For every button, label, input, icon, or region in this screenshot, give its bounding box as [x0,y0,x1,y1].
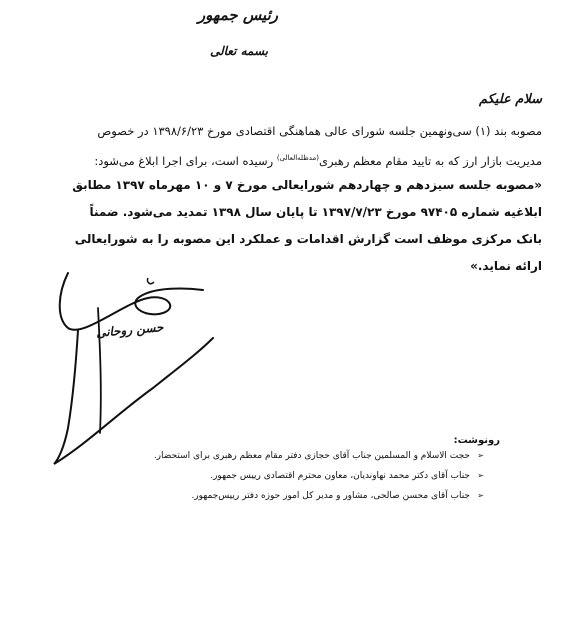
body-line-text: مدیریت بازار ارز که به تایید مقام معظم رهبری [318,153,542,168]
body-line [22,145,542,172]
signer-name: حسن روحانی [95,320,164,340]
body-line [22,199,542,226]
arrow-bullet-icon: ➢ [477,451,484,460]
signature-scribble [28,268,228,468]
arrow-bullet-icon: ➢ [477,471,484,480]
body-line-text: بانک مرکزی موظف است گزارش اقدامات و عملکرد این مصوبه را به شورایعالی [74,232,542,246]
honorific-superscript: (مدظله‌العالی) [276,154,319,162]
addressee-subtitle: بسمه تعالی [209,44,268,58]
letter-body [22,118,542,280]
cc-item-text: حجت الاسلام و المسلمین جناب آقای حجازی دفتر مقام معظم رهبری برای استحضار. [153,451,470,461]
body-line-tail: رسیده است، برای اجرا ابلاغ می‌شود: [94,153,277,168]
addressee-title: رئیس جمهور [197,6,278,24]
body-line-text: ابلاغیه شماره ۹۷۴۰۵ مورخ ۱۳۹۷/۷/۲۳ تا پایان سال ۱۳۹۸ تمدید می‌شود. ضمناً [89,205,542,219]
cc-item-text: جناب آقای دکتر محمد نهاوندیان، معاون محترم اقتصادی رییس جمهور. [210,471,470,481]
cc-item [64,446,484,466]
body-line-text: ارائه نماید.» [470,259,542,273]
body-line [22,172,542,199]
body-line [22,118,542,145]
body-line-text: «مصوبه جلسه سیزدهم و چهاردهم شورایعالی مورخ ۷ و ۱۰ مهرماه ۱۳۹۷ مطابق [72,178,542,192]
cc-item [64,486,484,506]
body-line-text: مصوبه بند (۱) سی‌ونهمین جلسه شورای عالی هماهنگی اقتصادی مورخ ۱۳۹۸/۶/۲۳ در خصوص [97,124,542,138]
cc-title: رونوشت: [453,435,500,446]
cc-item [64,466,484,486]
cc-list [64,446,484,506]
greeting: سلام علیکم [478,92,542,107]
arrow-bullet-icon: ➢ [477,491,484,500]
cc-item-text: جناب آقای محسن صالحی، مشاور و مدیر کل امور حوزه دفتر رییس‌جمهور. [191,491,470,501]
body-line [22,226,542,253]
